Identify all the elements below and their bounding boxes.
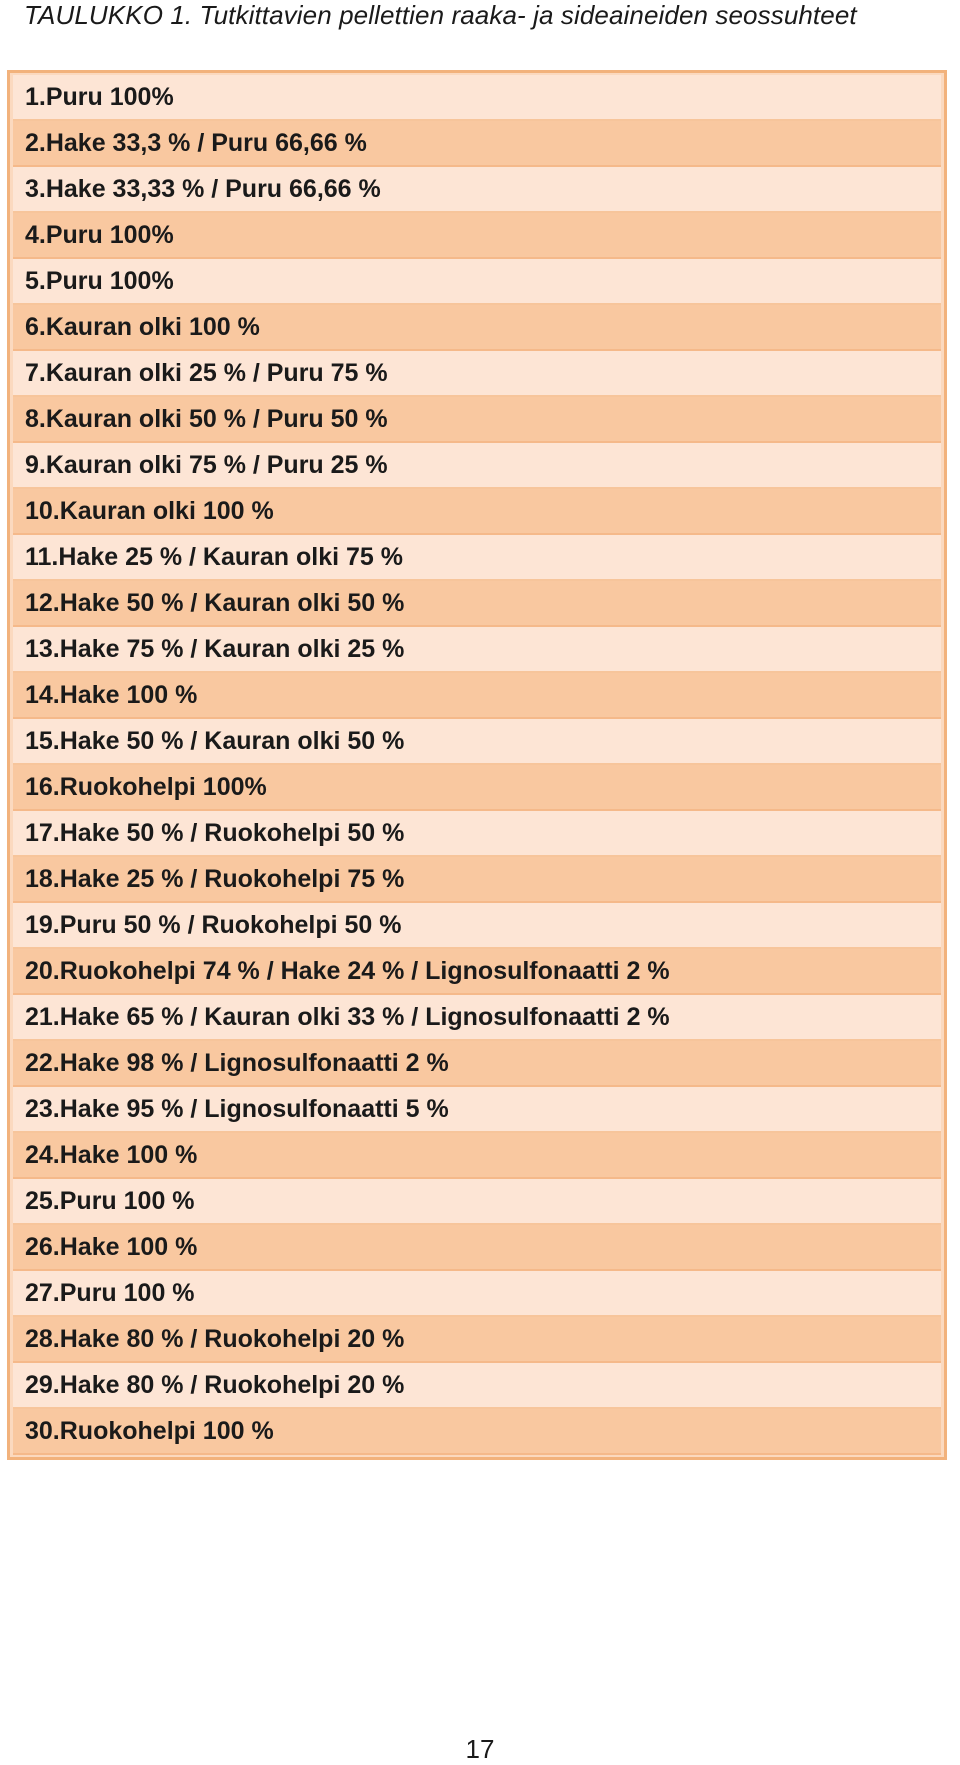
table-row: 24.Hake 100 % — [13, 1133, 941, 1179]
table-row: 2.Hake 33,3 % / Puru 66,66 % — [13, 121, 941, 167]
page-number: 17 — [465, 1734, 495, 1764]
table-row: 25.Puru 100 % — [13, 1179, 941, 1225]
table-row: 28.Hake 80 % / Ruokohelpi 20 % — [13, 1317, 941, 1363]
table-row: 4.Puru 100% — [13, 213, 941, 259]
table-caption: TAULUKKO 1. Tutkittavien pellettien raaka- ja sideaineiden seossuhteet — [24, 0, 857, 30]
table-row: 14.Hake 100 % — [13, 673, 941, 719]
table-row: 19.Puru 50 % / Ruokohelpi 50 % — [13, 903, 941, 949]
table-row: 16.Ruokohelpi 100% — [13, 765, 941, 811]
mix-ratio-table — [7, 70, 947, 1460]
table-row: 13.Hake 75 % / Kauran olki 25 % — [13, 627, 941, 673]
table-row: 27.Puru 100 % — [13, 1271, 941, 1317]
table-row: 9.Kauran olki 75 % / Puru 25 % — [13, 443, 941, 489]
table-row: 18.Hake 25 % / Ruokohelpi 75 % — [13, 857, 941, 903]
table-row: 11.Hake 25 % / Kauran olki 75 % — [13, 535, 941, 581]
table-row: 5.Puru 100% — [13, 259, 941, 305]
table-row: 21.Hake 65 % / Kauran olki 33 % / Lignosulfonaatti 2 % — [13, 995, 941, 1041]
table-row: 17.Hake 50 % / Ruokohelpi 50 % — [13, 811, 941, 857]
table-row: 22.Hake 98 % / Lignosulfonaatti 2 % — [13, 1041, 941, 1087]
table-row: 26.Hake 100 % — [13, 1225, 941, 1271]
table-row: 3.Hake 33,33 % / Puru 66,66 % — [13, 167, 941, 213]
table-row: 20.Ruokohelpi 74 % / Hake 24 % / Lignosulfonaatti 2 % — [13, 949, 941, 995]
table-row: 29.Hake 80 % / Ruokohelpi 20 % — [13, 1363, 941, 1409]
table-row: 1.Puru 100% — [13, 75, 941, 121]
table-row: 30.Ruokohelpi 100 % — [13, 1409, 941, 1455]
table-row: 12.Hake 50 % / Kauran olki 50 % — [13, 581, 941, 627]
table-row: 8.Kauran olki 50 % / Puru 50 % — [13, 397, 941, 443]
table-row: 23.Hake 95 % / Lignosulfonaatti 5 % — [13, 1087, 941, 1133]
table-row: 6.Kauran olki 100 % — [13, 305, 941, 351]
table-row: 10.Kauran olki 100 % — [13, 489, 941, 535]
table-row: 7.Kauran olki 25 % / Puru 75 % — [13, 351, 941, 397]
table-row: 15.Hake 50 % / Kauran olki 50 % — [13, 719, 941, 765]
